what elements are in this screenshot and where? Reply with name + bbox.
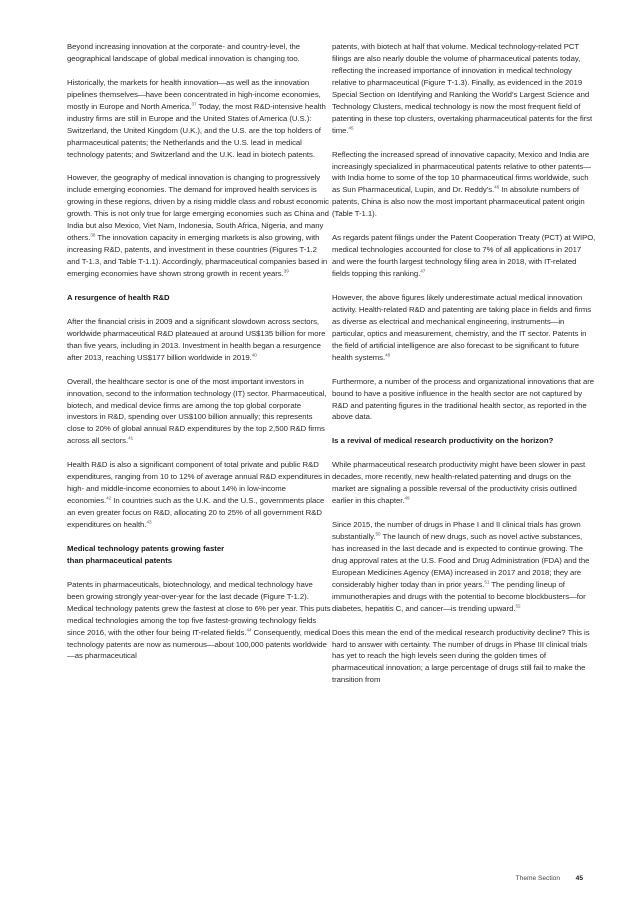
- paragraph-text: Furthermore, a number of the process and organizational innovations that are bound to have a positive influence in the health sector are not captured by R&D and patenting figures in the traditional health sector, as reported in the above data.: [332, 376, 597, 422]
- paragraph-text: As regards patent filings under the Patent Cooperation Treaty (PCT) at WIPO, medical technologies accounted for close to 7% of all applications in 2017 and were the fourth largest technology filing area in 2018, with IT-related fields topping this ranking.: [332, 233, 598, 279]
- footnote-reference: 39: [283, 268, 289, 274]
- footnote-reference: 37: [191, 101, 197, 107]
- section-heading: [67, 543, 331, 567]
- paragraph-text: However, the above figures likely underestimate actual medical innovation activity. Health-related R&D and patenting are taking place in fields and firms as diverse as electrical and mechanical engineering, instruments—in particular, optics and measurement, chemistry, and the IT sector. Patents in the field of artificial intelligence are also forecast to be significant to future health systems.: [332, 292, 594, 362]
- footnote-reference: 44: [246, 627, 252, 633]
- paragraph-text: Reflecting the increased spread of innovative capacity, Mexico and India are increasingly specialized in pharmaceutical patents relative to other patents—with India home to some of the top 10 pharmaceutical firms worldwide, such as Sun Pharmaceutical, Lupin, and Dr. Reddy’s.: [332, 149, 592, 195]
- paragraph-text: Consequently, medical technology patents are now as numerous—about 100,000 patents worldwide—as pharmaceutical: [67, 627, 333, 661]
- paragraph-text: The innovation capacity in emerging markets is also growing, with increasing R&D, patents, and investment in these countries (Figures T-1.2 and T-1.3, and Table T-1.1). Accordingly, pharmaceutical companies based in emerging economies have shown strong growth in recent years.: [67, 233, 330, 279]
- section-heading: [67, 292, 331, 304]
- paragraph-text: Beyond increasing innovation at the corporate- and country-level, the geographical landscape of global medical innovation is changing too.: [67, 42, 303, 63]
- body-paragraph: [332, 292, 596, 364]
- paragraph-text: In countries such as the U.K. and the U.S., governments place an even greater focus on R&D, allocating 20 to 25% of all government R&D expenditures on health.: [67, 496, 327, 530]
- paragraph-text: In absolute numbers of patents, China is also now the most important pharmaceutical patent origin (Table T-1.1).: [332, 185, 587, 219]
- paragraph-text: The pending lineup of immunotherapies and drugs with the potential to become blockbusters—for diabetes, hepatitis C, and cancer—is trending upward.: [332, 579, 588, 613]
- body-paragraph: [67, 579, 331, 663]
- paragraph-text: Does this mean the end of the medical research productivity decline? This is hard to answer with certainty. The number of drugs in Phase III clinical trials has yet to reach the high levels seen during the golden times of pharmaceutical innovation; a large percentage of drugs still fail to make the transition from: [332, 627, 592, 685]
- footnote-reference: 49: [404, 495, 410, 501]
- heading-line: Is a revival of medical research productivity on the horizon?: [332, 436, 554, 446]
- section-heading: [332, 435, 596, 447]
- paragraph-text: Since 2015, the number of drugs in Phase I and II clinical trials has grown substantially.: [332, 520, 583, 541]
- body-paragraph: [332, 519, 596, 615]
- footnote-reference: 43: [146, 519, 152, 525]
- page-number: 45: [575, 875, 583, 882]
- body-paragraph: [67, 316, 331, 364]
- body-paragraph: [67, 41, 331, 65]
- body-paragraph: [67, 172, 331, 280]
- heading-line: Medical technology patents growing faster: [67, 543, 225, 553]
- paragraph-text: The launch of new drugs, such as novel active substances, has increased in the last decade and is expected to continue growing. The drug approval rates at the U.S. Food and Drug Administration (FDA) and the European Medicines Agency (EMA) increased in 2017 and 2018; they are considerably higher today than in prior years.: [332, 531, 592, 589]
- heading-line: A resurgence of health R&D: [67, 292, 170, 302]
- body-paragraph: [332, 459, 596, 507]
- body-paragraph: [67, 77, 331, 161]
- paragraph-text: After the financial crisis in 2009 and a significant slowdown across sectors, worldwide pharmaceutical R&D plateaued at around US$135 billion for more than five years, including in 2013. Investment in health began a resurgence after 2013, reaching US$177 billion worldwide in 2019.: [67, 316, 328, 362]
- paragraph-text: While pharmaceutical research productivity might have been slower in past decades, more recently, new health-related patenting and drugs on the market are signaling a possible reversal of the productivity crisis outlined earlier in this chapter.: [332, 460, 588, 506]
- body-paragraph: [332, 149, 596, 221]
- footnote-reference: 48: [385, 352, 391, 358]
- footnote-reference: 38: [90, 232, 96, 238]
- paragraph-text: Overall, the healthcare sector is one of the most important investors in innovation, second to the information technology (IT) sector. Pharmaceutical, biotech, and medical device firms are among the top global corporate investors in R&D, spending over US$100 billion annually; this represents close to 20% of global annual R&D expenditures by the top 2,500 R&D firms across all sectors.: [67, 376, 329, 446]
- footnote-reference: 47: [420, 268, 426, 274]
- paragraph-text: Today, the most R&D-intensive health industry firms are still in Europe and the United States of America (U.S.): Switzerland, the United Kingdom (U.K.), and the U.S. are the top holders of pharmaceutical patents; the Netherlands and the U.S. lead in medical technology patents; and Switzerland and the U.K. lead in biotech patents.: [67, 101, 328, 159]
- footnote-reference: 50: [375, 531, 381, 537]
- body-paragraph: [332, 376, 596, 424]
- body-paragraph: [67, 459, 331, 531]
- footnote-reference: 42: [106, 495, 112, 501]
- paragraph-text: Health R&D is also a significant component of total private and public R&D expenditures, ranging from 10 to 12% of average annual R&D expenditures in high- and middle-income economies to about 14% in low-income economies.: [67, 460, 333, 506]
- left-column: [67, 41, 331, 674]
- footnote-reference: 40: [251, 352, 257, 358]
- paragraph-text: Historically, the markets for health innovation—as well as the innovation pipelines themselves—have been concentrated in high-income economies, mostly in Europe and North America.: [67, 77, 323, 111]
- paragraph-text: However, the geography of medical innovation is changing to progressively include emerging economies. The demand for improved health services is growing in these regions, driven by a rising middle class and robust economic growth. This is not only true for large emerging economies such as China and India but also Mexico, Viet Nam, Indonesia, South Africa, Nigeria, and many others.: [67, 173, 332, 243]
- footnote-reference: 46: [494, 184, 500, 190]
- body-paragraph: [332, 232, 596, 280]
- paragraph-text: patents, with biotech at half that volume. Medical technology-related PCT filings are also nearly double the volume of pharmaceutical patents today, reflecting the increased importance of innovation in medical technology relative to pharmaceutical (Figure T-1.3). Finally, as evidenced in the 2019 Special Section on Identifying and Ranking the World’s Largest Science and Technology Clusters, medical technology is now the most frequent field of patenting in these top clusters, overtaking pharmaceutical patents for the first time.: [332, 42, 595, 135]
- paragraph-text: Patents in pharmaceuticals, biotechnology, and medical technology have been growing strongly year-over-year for the last decade (Figure T-1.2). Medical technology patents grew the fastest at close to 6% per year. This puts medical technologies among the top five fastest-growing technology fields since 2016, with the other four being IT-related fields.: [67, 579, 333, 637]
- body-paragraph: [332, 41, 596, 137]
- body-paragraph: [67, 376, 331, 448]
- heading-line: than pharmaceutical patents: [67, 555, 173, 565]
- right-column: [332, 41, 596, 698]
- footer-section-label: Theme Section: [515, 875, 560, 882]
- footnote-reference: 45: [348, 125, 354, 131]
- footnote-reference: 52: [515, 603, 521, 609]
- body-paragraph: [332, 627, 596, 687]
- footnote-reference: 41: [128, 435, 134, 441]
- footnote-reference: 51: [484, 579, 490, 585]
